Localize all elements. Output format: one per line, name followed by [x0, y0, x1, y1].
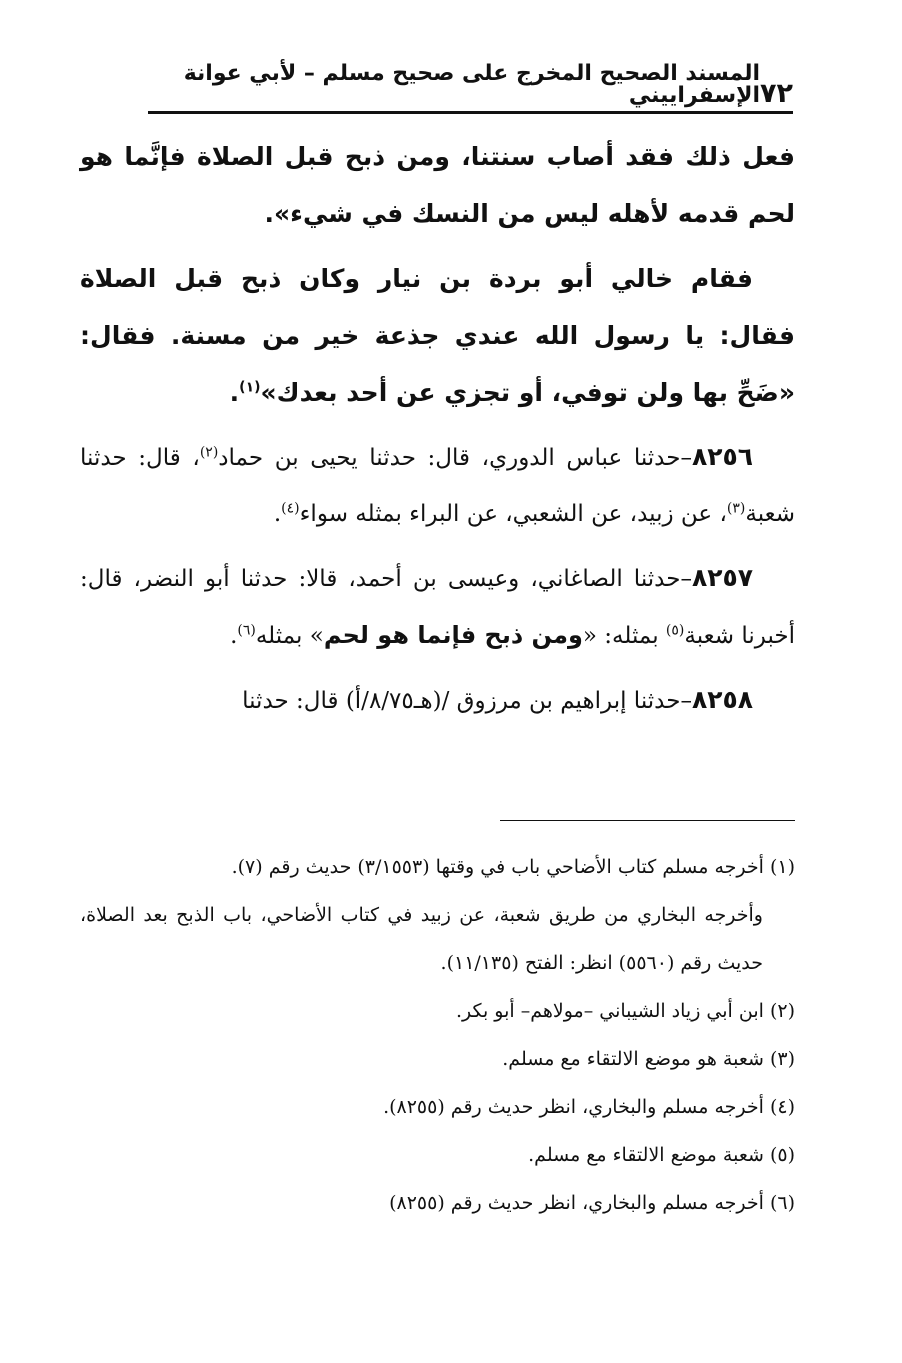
paragraph-continuation [80, 128, 795, 242]
footnote-3: (٣) شعبة هو موضع الالتقاء مع مسلم. [502, 1048, 795, 1070]
footnote-divider [500, 820, 795, 821]
paragraph-text: فعل ذلك فقد أصاب سنتنا، ومن ذبح قبل الصلاة فإنَّما هو لحم قدمه لأهله ليس من النسك في شيء». [80, 142, 795, 228]
hadith-text: –حدثنا إبراهيم بن مرزوق /(هـ٨/٧٥/أ) قال: حدثنا [242, 688, 692, 714]
hadith-number: ٨٢٥٧ [691, 563, 753, 592]
footnote-1: (١) أخرجه مسلم كتاب الأضاحي باب في وقتها (٣/١٥٥٣) حديث رقم (٧). [231, 856, 795, 878]
footnote-6: (٦) أخرجه مسلم والبخاري، انظر حديث رقم (٨٢٥٥) [389, 1192, 795, 1214]
footnote-ref[interactable]: (١) [239, 379, 261, 396]
page-header [148, 61, 793, 114]
footnotes [80, 843, 795, 1227]
hadith-text: ، عن زبيد، عن الشعبي، عن البراء بمثله سواء [299, 501, 727, 527]
punctuation: . [230, 623, 238, 649]
footnote-1-continued: وأخرجه البخاري من طريق شعبة، عن زبيد في كتاب الأضاحي، باب الذبح بعد الصلاة، حديث رقم (٥٥٦٠) انظر: الفتح (١١/١٣٥). [80, 904, 763, 974]
footnote-2: (٢) ابن أبي زياد الشيباني –مولاهم– أبو بكر. [455, 1000, 795, 1022]
hadith-text: –حدثنا الصاغاني، وعيسى بن أحمد، قالا: حدثنا أبو النضر، قال: أخبرنا شعبة [80, 566, 795, 649]
main-text [80, 128, 795, 737]
hadith-8256 [80, 429, 795, 542]
paragraph-text: فقام خالي أبو بردة بن نيار وكان ذبح قبل الصلاة فقال: يا رسول الله عندي جذعة خير من مسنة. فقال: «ضَحِّ بها ولن توفي، أو تجزي عن أحد بعدك» [80, 264, 795, 407]
footnote-5: (٥) شعبة موضع الالتقاء مع مسلم. [528, 1144, 795, 1166]
running-title: المسند الصحيح المخرج على صحيح مسلم – لأبي عوانة الإسفراييني [183, 61, 761, 108]
hadith-8258 [80, 672, 795, 729]
footnote-ref[interactable]: (٢) [199, 444, 219, 461]
hadith-text: –حدثنا عباس الدوري، قال: حدثنا يحيى بن حماد [218, 445, 692, 471]
punctuation: . [273, 501, 282, 527]
footnote-ref[interactable]: (٦) [237, 622, 256, 639]
footnote-ref[interactable]: (٤) [281, 500, 300, 517]
hadith-number: ٨٢٥٨ [691, 685, 753, 714]
footnote-4: (٤) أخرجه مسلم والبخاري، انظر حديث رقم (٨٢٥٥). [383, 1096, 795, 1118]
footnote-ref[interactable]: (٣) [726, 500, 746, 517]
paragraph-abu-burda [80, 250, 795, 421]
hadith-number: ٨٢٥٦ [691, 442, 754, 471]
quoted-text: ومن ذبح فإنما هو لحم [323, 621, 583, 649]
hadith-8257 [80, 550, 795, 664]
hadith-text: » بمثله [255, 623, 324, 649]
page-number: ٧٢ [760, 78, 793, 109]
hadith-text: ، قال: حدثنا شعبة [80, 445, 795, 527]
footnote-ref[interactable]: (٥) [665, 622, 685, 639]
hadith-text: بمثله: « [582, 623, 666, 649]
punctuation: . [229, 378, 240, 407]
